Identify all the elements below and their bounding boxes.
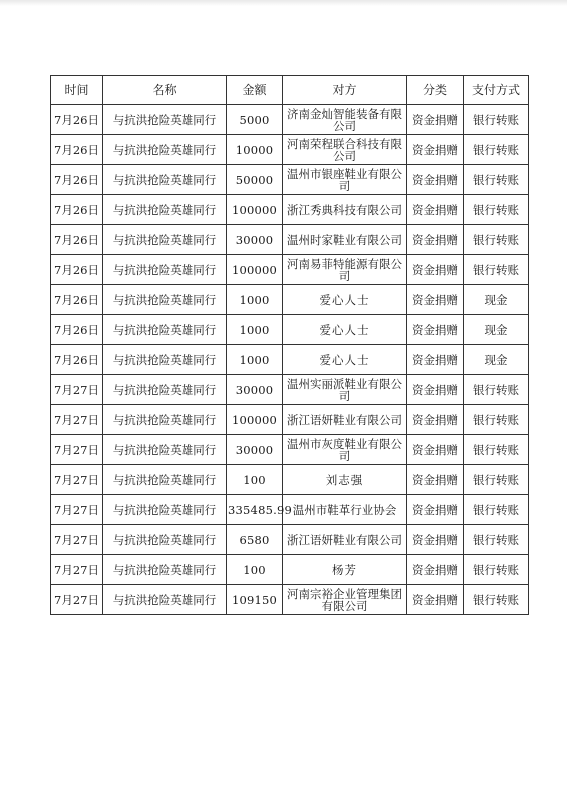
- cell-payment-method: 银行转账: [464, 375, 529, 405]
- table-row: [51, 405, 529, 435]
- cell-name: 与抗洪抢险英雄同行: [103, 255, 227, 285]
- cell-name: 与抗洪抢险英雄同行: [103, 435, 227, 465]
- cell-category: 资金捐赠: [407, 495, 464, 525]
- cell-amount: 100: [227, 555, 283, 585]
- cell-payment-method: 银行转账: [464, 555, 529, 585]
- cell-party: 刘志强: [283, 465, 407, 495]
- cell-payment-method: 银行转账: [464, 195, 529, 225]
- table-row: [51, 105, 529, 135]
- cell-date: 7月26日: [51, 135, 103, 165]
- cell-payment-method: 银行转账: [464, 465, 529, 495]
- cell-name: 与抗洪抢险英雄同行: [103, 285, 227, 315]
- cell-amount: 10000: [227, 135, 283, 165]
- cell-date: 7月27日: [51, 465, 103, 495]
- cell-payment-method: 银行转账: [464, 255, 529, 285]
- cell-amount: 50000: [227, 165, 283, 195]
- table-row: [51, 555, 529, 585]
- cell-party: 温州市银座鞋业有限公司: [283, 165, 407, 195]
- header-amount: 金额: [227, 76, 283, 105]
- cell-name: 与抗洪抢险英雄同行: [103, 585, 227, 615]
- cell-party: 浙江语妍鞋业有限公司: [283, 405, 407, 435]
- cell-party: 河南易菲特能源有限公司: [283, 255, 407, 285]
- cell-payment-method: 银行转账: [464, 105, 529, 135]
- cell-party: 浙江语妍鞋业有限公司: [283, 525, 407, 555]
- cell-name: 与抗洪抢险英雄同行: [103, 345, 227, 375]
- cell-payment-method: 银行转账: [464, 135, 529, 165]
- table-row: [51, 135, 529, 165]
- cell-party: 济南金灿智能装备有限公司: [283, 105, 407, 135]
- cell-name: 与抗洪抢险英雄同行: [103, 105, 227, 135]
- cell-name: 与抗洪抢险英雄同行: [103, 495, 227, 525]
- table-row: [51, 345, 529, 375]
- cell-amount: 6580: [227, 525, 283, 555]
- cell-category: 资金捐赠: [407, 165, 464, 195]
- cell-amount: 5000: [227, 105, 283, 135]
- header-date: 时间: [51, 76, 103, 105]
- cell-category: 资金捐赠: [407, 555, 464, 585]
- cell-payment-method: 现金: [464, 345, 529, 375]
- cell-name: 与抗洪抢险英雄同行: [103, 165, 227, 195]
- table-row: [51, 285, 529, 315]
- cell-name: 与抗洪抢险英雄同行: [103, 225, 227, 255]
- cell-name: 与抗洪抢险英雄同行: [103, 525, 227, 555]
- cell-name: 与抗洪抢险英雄同行: [103, 465, 227, 495]
- cell-name: 与抗洪抢险英雄同行: [103, 135, 227, 165]
- cell-category: 资金捐赠: [407, 465, 464, 495]
- cell-date: 7月26日: [51, 165, 103, 195]
- cell-party: 浙江秀典科技有限公司: [283, 195, 407, 225]
- cell-amount: 100: [227, 465, 283, 495]
- cell-date: 7月26日: [51, 345, 103, 375]
- cell-date: 7月26日: [51, 105, 103, 135]
- cell-amount: 100000: [227, 255, 283, 285]
- donation-table: [50, 75, 529, 615]
- cell-date: 7月26日: [51, 255, 103, 285]
- cell-date: 7月26日: [51, 315, 103, 345]
- cell-name: 与抗洪抢险英雄同行: [103, 195, 227, 225]
- cell-name: 与抗洪抢险英雄同行: [103, 555, 227, 585]
- cell-amount: 30000: [227, 435, 283, 465]
- cell-party: 爱心人士: [283, 345, 407, 375]
- header-name: 名称: [103, 76, 227, 105]
- cell-date: 7月27日: [51, 525, 103, 555]
- cell-party: 温州时家鞋业有限公司: [283, 225, 407, 255]
- cell-party: 河南宗裕企业管理集团有限公司: [283, 585, 407, 615]
- cell-category: 资金捐赠: [407, 255, 464, 285]
- cell-amount: 1000: [227, 345, 283, 375]
- cell-amount: 30000: [227, 375, 283, 405]
- scan-edge: [0, 0, 567, 6]
- table-row: [51, 465, 529, 495]
- cell-payment-method: 银行转账: [464, 225, 529, 255]
- cell-date: 7月26日: [51, 195, 103, 225]
- cell-category: 资金捐赠: [407, 585, 464, 615]
- cell-payment-method: 现金: [464, 285, 529, 315]
- cell-payment-method: 银行转账: [464, 525, 529, 555]
- cell-amount: 1000: [227, 315, 283, 345]
- cell-category: 资金捐赠: [407, 315, 464, 345]
- cell-name: 与抗洪抢险英雄同行: [103, 405, 227, 435]
- cell-category: 资金捐赠: [407, 285, 464, 315]
- cell-date: 7月27日: [51, 405, 103, 435]
- cell-category: 资金捐赠: [407, 135, 464, 165]
- cell-category: 资金捐赠: [407, 105, 464, 135]
- cell-payment-method: 银行转账: [464, 405, 529, 435]
- table-row: [51, 585, 529, 615]
- cell-category: 资金捐赠: [407, 525, 464, 555]
- cell-payment-method: 现金: [464, 315, 529, 345]
- cell-date: 7月26日: [51, 225, 103, 255]
- table-body: [51, 105, 529, 615]
- table-row: [51, 255, 529, 285]
- header-category: 分类: [407, 76, 464, 105]
- table-row: [51, 525, 529, 555]
- cell-payment-method: 银行转账: [464, 495, 529, 525]
- cell-date: 7月27日: [51, 375, 103, 405]
- table-row: [51, 495, 529, 525]
- cell-date: 7月26日: [51, 285, 103, 315]
- cell-category: 资金捐赠: [407, 225, 464, 255]
- cell-category: 资金捐赠: [407, 195, 464, 225]
- cell-party: 温州市灰度鞋业有限公司: [283, 435, 407, 465]
- cell-party: 温州实丽派鞋业有限公司: [283, 375, 407, 405]
- cell-amount: 100000: [227, 405, 283, 435]
- cell-category: 资金捐赠: [407, 375, 464, 405]
- table-row: [51, 225, 529, 255]
- cell-date: 7月27日: [51, 435, 103, 465]
- cell-category: 资金捐赠: [407, 405, 464, 435]
- cell-amount: 1000: [227, 285, 283, 315]
- cell-party: 爱心人士: [283, 315, 407, 345]
- table-row: [51, 165, 529, 195]
- cell-party: 杨芳: [283, 555, 407, 585]
- cell-name: 与抗洪抢险英雄同行: [103, 375, 227, 405]
- header-payment-method: 支付方式: [464, 76, 529, 105]
- cell-category: 资金捐赠: [407, 345, 464, 375]
- cell-date: 7月27日: [51, 555, 103, 585]
- table-row: [51, 195, 529, 225]
- cell-date: 7月27日: [51, 495, 103, 525]
- cell-category: 资金捐赠: [407, 435, 464, 465]
- table-row: [51, 435, 529, 465]
- cell-amount: 109150: [227, 585, 283, 615]
- cell-party: 河南荣程联合科技有限公司: [283, 135, 407, 165]
- table-header-row: [51, 76, 529, 105]
- cell-party: 爱心人士: [283, 285, 407, 315]
- cell-date: 7月27日: [51, 585, 103, 615]
- cell-amount: 30000: [227, 225, 283, 255]
- cell-amount: 100000: [227, 195, 283, 225]
- table-row: [51, 375, 529, 405]
- cell-amount: 335485.99: [227, 495, 283, 525]
- cell-party: 温州市鞋革行业协会: [283, 495, 407, 525]
- header-party: 对方: [283, 76, 407, 105]
- cell-payment-method: 银行转账: [464, 585, 529, 615]
- cell-payment-method: 银行转账: [464, 165, 529, 195]
- cell-payment-method: 银行转账: [464, 435, 529, 465]
- cell-name: 与抗洪抢险英雄同行: [103, 315, 227, 345]
- table-row: [51, 315, 529, 345]
